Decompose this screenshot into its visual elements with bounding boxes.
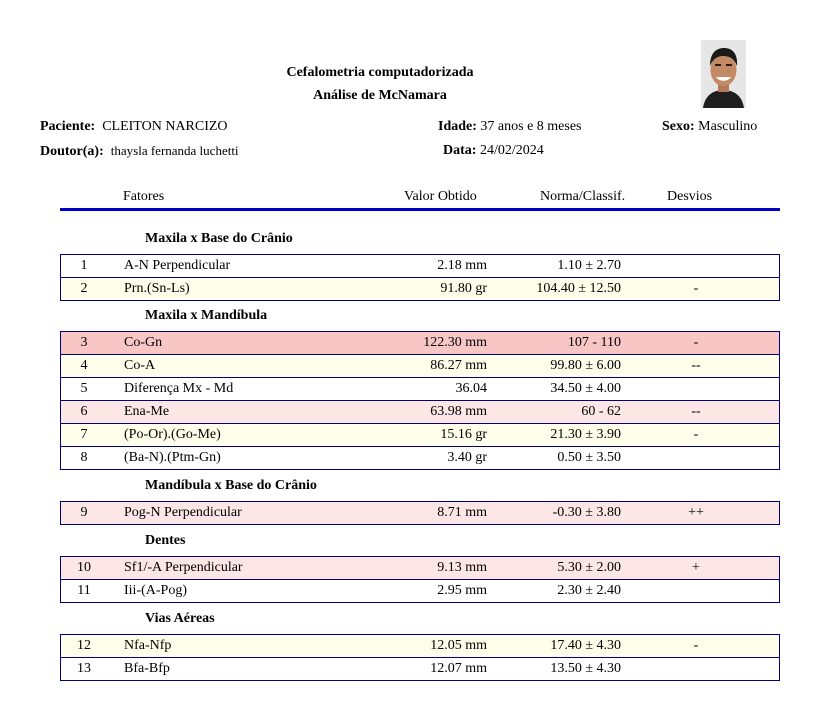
- row-value: 91.80 gr: [440, 281, 487, 296]
- row-deviation: --: [691, 404, 701, 419]
- results-group: [60, 634, 780, 681]
- patient-name-label: Paciente:: [40, 119, 96, 134]
- row-factor: (Ba-N).(Ptm-Gn): [124, 450, 221, 465]
- row-factor: Pog-N Perpendicular: [124, 505, 242, 520]
- row-value: 63.98 mm: [430, 404, 487, 419]
- table-row: [61, 502, 779, 524]
- row-norm: 2.30 ± 2.40: [557, 583, 621, 598]
- row-value: 36.04: [455, 381, 487, 396]
- row-value: 86.27 mm: [430, 358, 487, 373]
- patient-age: 37 anos e 8 meses: [480, 119, 582, 134]
- row-deviation: ++: [688, 505, 704, 520]
- row-value: 15.16 gr: [440, 427, 487, 442]
- table-row: [61, 635, 779, 657]
- table-row: [61, 332, 779, 354]
- section-title: Maxila x Base do Crânio: [145, 231, 293, 246]
- row-value: 2.18 mm: [437, 258, 487, 273]
- row-value: 9.13 mm: [437, 560, 487, 575]
- row-factor: Diferença Mx - Md: [124, 381, 234, 396]
- results-group: [60, 254, 780, 301]
- report-subtitle: Análise de McNamara: [313, 88, 447, 103]
- table-row: [61, 579, 779, 602]
- row-norm: 104.40 ± 12.50: [536, 281, 621, 296]
- doctor-field: [40, 143, 239, 160]
- row-norm: 1.10 ± 2.70: [557, 258, 621, 273]
- patient-sex-label: Sexo:: [662, 119, 695, 134]
- row-norm: 60 - 62: [581, 404, 621, 419]
- patient-age-label: Idade:: [438, 119, 477, 134]
- row-deviation: -: [693, 638, 699, 653]
- row-number: 3: [80, 335, 88, 350]
- row-number: 10: [77, 560, 91, 575]
- report-title: Cefalometria computadorizada: [286, 65, 474, 80]
- patient-name-field: [40, 119, 228, 135]
- row-norm: 99.80 ± 6.00: [550, 358, 621, 373]
- row-factor: Nfa-Nfp: [124, 638, 172, 653]
- row-norm: 0.50 ± 3.50: [557, 450, 621, 465]
- results-group: [60, 331, 780, 470]
- row-number: 1: [80, 258, 88, 273]
- exam-date: 24/02/2024: [479, 143, 544, 158]
- row-norm: 34.50 ± 4.00: [550, 381, 621, 396]
- table-row: [61, 446, 779, 469]
- row-norm: 5.30 ± 2.00: [557, 560, 621, 575]
- table-row: [61, 423, 779, 446]
- row-norm: 107 - 110: [567, 335, 621, 350]
- row-norm: -0.30 ± 3.80: [552, 505, 621, 520]
- row-deviation: --: [691, 358, 701, 373]
- header-divider: [60, 208, 780, 211]
- row-value: 2.95 mm: [437, 583, 487, 598]
- section-title: Maxila x Mandíbula: [145, 308, 268, 323]
- section-title: Mandíbula x Base do Crânio: [145, 478, 317, 493]
- row-deviation: -: [693, 427, 699, 442]
- patient-photo: [701, 40, 746, 108]
- table-row: [61, 354, 779, 377]
- row-factor: (Po-Or).(Go-Me): [124, 427, 221, 442]
- row-deviation: -: [693, 335, 699, 350]
- row-number: 7: [80, 427, 88, 442]
- row-number: 2: [80, 281, 88, 296]
- section-title: Dentes: [145, 533, 186, 548]
- row-number: 13: [77, 661, 91, 676]
- table-row: [61, 377, 779, 400]
- row-factor: Bfa-Bfp: [124, 661, 170, 676]
- row-factor: Iii-(A-Pog): [124, 583, 187, 598]
- results-group: [60, 556, 780, 603]
- row-factor: Co-A: [124, 358, 156, 373]
- row-value: 8.71 mm: [437, 505, 487, 520]
- row-value: 122.30 mm: [423, 335, 487, 350]
- row-factor: Prn.(Sn-Ls): [124, 281, 190, 296]
- column-header-norm: Norma/Classif.: [540, 189, 626, 204]
- patient-name: CLEITON NARCIZO: [102, 119, 228, 134]
- row-number: 5: [80, 381, 88, 396]
- row-number: 12: [77, 638, 91, 653]
- row-deviation: -: [693, 281, 699, 296]
- table-row: [61, 557, 779, 579]
- row-value: 3.40 gr: [447, 450, 487, 465]
- row-norm: 13.50 ± 4.30: [550, 661, 621, 676]
- patient-age-field: [438, 119, 582, 135]
- row-deviation: +: [692, 560, 700, 575]
- patient-sex-field: [662, 119, 757, 135]
- results-group: [60, 501, 780, 525]
- row-factor: Sf1/-A Perpendicular: [124, 560, 243, 575]
- section-title: Vias Aéreas: [145, 611, 215, 626]
- date-field: [443, 143, 544, 159]
- row-value: 12.05 mm: [430, 638, 487, 653]
- column-header-factors: Fatores: [123, 189, 165, 204]
- row-factor: Co-Gn: [124, 335, 163, 350]
- table-row: [61, 277, 779, 300]
- column-header-deviation: Desvios: [667, 189, 713, 204]
- column-header-value: Valor Obtido: [404, 189, 477, 204]
- row-number: 8: [80, 450, 88, 465]
- doctor-name: thaysla fernanda luchetti: [110, 143, 239, 158]
- row-norm: 21.30 ± 3.90: [550, 427, 621, 442]
- row-number: 4: [80, 358, 88, 373]
- row-number: 11: [77, 583, 91, 598]
- date-label: Data:: [443, 143, 477, 158]
- row-value: 12.07 mm: [430, 661, 487, 676]
- table-row: [61, 400, 779, 423]
- table-row: [61, 255, 779, 277]
- row-number: 6: [80, 404, 88, 419]
- row-number: 9: [80, 505, 88, 520]
- row-factor: Ena-Me: [124, 404, 170, 419]
- row-norm: 17.40 ± 4.30: [550, 638, 621, 653]
- patient-portrait-icon: [701, 40, 746, 108]
- table-row: [61, 657, 779, 680]
- patient-sex: Masculino: [698, 119, 758, 134]
- row-factor: A-N Perpendicular: [124, 258, 231, 273]
- doctor-label: Doutor(a):: [40, 144, 104, 159]
